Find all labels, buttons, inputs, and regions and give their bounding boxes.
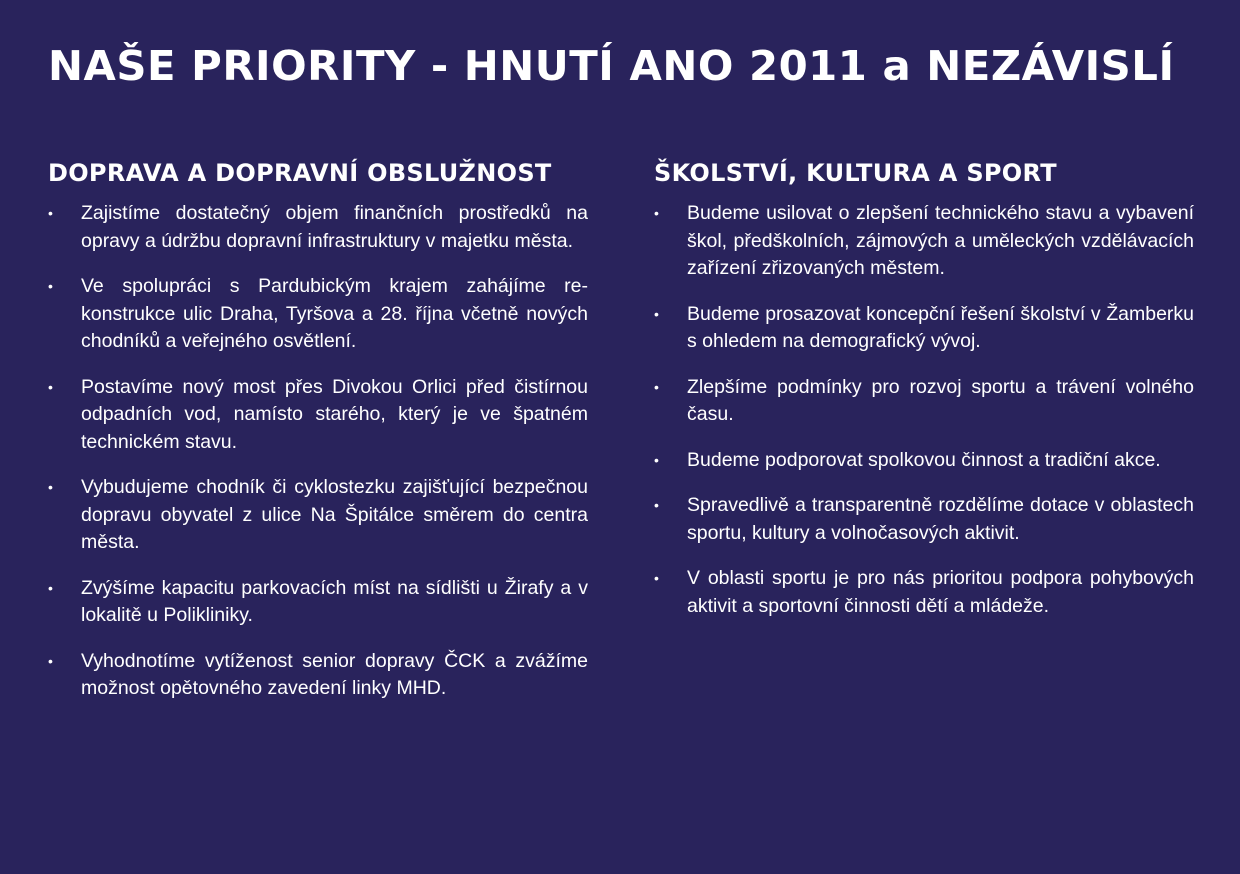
list-item-text: Zajistíme dostatečný objem finančních prostředků na opravy a údržbu dopravní infrastruktury v majetku města. xyxy=(81,202,588,252)
list-item xyxy=(654,492,1194,547)
bullet-icon: • xyxy=(654,378,659,395)
education-list xyxy=(654,200,1194,620)
list-item-text: Budeme prosazovat koncepční řešení školství v Žamberku s ohledem na demografický vývoj. xyxy=(687,302,1194,352)
list-item-text: V oblasti sportu je pro nás prioritou podpora pohybových aktivit a sportovní činnosti dětí a mládeže. xyxy=(687,567,1194,617)
list-item xyxy=(48,374,588,457)
bullet-icon: • xyxy=(48,205,53,221)
list-item xyxy=(654,565,1194,620)
bullet-icon: • xyxy=(654,305,659,322)
list-item-text: Budeme podporovat spolkovou činnost a tradiční akce. xyxy=(687,448,1161,471)
transport-list xyxy=(48,200,588,703)
list-item-text: Budeme usilovat o zlepšení technického stavu a vybavení škol, předškolních, zájmových a uměleckých vzdělávacích zařízení zřizovaných městem. xyxy=(687,202,1194,279)
bullet-icon: • xyxy=(654,570,659,586)
list-item xyxy=(654,447,1194,475)
bullet-icon: • xyxy=(654,497,659,513)
list-item-text: Vybudujeme chodník či cyklostezku zajišťující bezpečnou dopravu obyvatel z ulice Na Špitálce směrem do centra města. xyxy=(81,476,588,553)
bullet-icon: • xyxy=(48,652,53,669)
list-item xyxy=(654,301,1194,356)
bullet-icon: • xyxy=(48,278,53,294)
list-item xyxy=(48,474,588,557)
bullet-icon: • xyxy=(48,378,53,395)
list-item xyxy=(48,648,588,703)
list-item-text: Ve spolupráci s Pardubickým krajem zahájíme rekonstrukce ulic Draha, Tyršova a 28. října včetně nových chodníků a veřejného osvětlení. xyxy=(81,275,588,352)
list-item-text: Zvýšíme kapacitu parkovacích míst na sídlišti u Žirafy a v lokalitě u Polikliniky. xyxy=(81,576,588,626)
bullet-icon: • xyxy=(48,479,53,495)
list-item-text: Vyhodnotíme vytíženost senior dopravy ČCK a zvážíme možnost opětovného zavedení linky MHD. xyxy=(81,649,588,699)
list-item xyxy=(48,200,588,255)
transport-section xyxy=(48,154,588,721)
bullet-icon: • xyxy=(654,205,659,221)
education-section xyxy=(654,154,1194,638)
list-item xyxy=(48,273,588,356)
bullet-icon: • xyxy=(48,579,53,596)
list-item-text: Postavíme nový most přes Divokou Orlici před čistírnou odpadních vod, namísto starého, který je ve špatném technickém stavu. xyxy=(81,375,588,453)
education-heading: ŠKOLSTVÍ, KULTURA A SPORT xyxy=(654,159,1057,187)
list-item xyxy=(654,374,1194,429)
list-item xyxy=(654,200,1194,283)
list-item-text: Spravedlivě a transparentně rozdělíme dotace v oblastech sportu, kultury a volnočasových aktivit. xyxy=(687,494,1194,544)
bullet-icon: • xyxy=(654,451,659,468)
page-title: NAŠE PRIORITY - HNUTÍ ANO 2011 a NEZÁVISLÍ xyxy=(48,42,1175,90)
list-item-text: Zlepšíme podmínky pro rozvoj sportu a trávení volného času. xyxy=(687,375,1194,425)
list-item xyxy=(48,575,588,630)
transport-heading: DOPRAVA A DOPRAVNÍ OBSLUŽNOST xyxy=(48,159,552,187)
